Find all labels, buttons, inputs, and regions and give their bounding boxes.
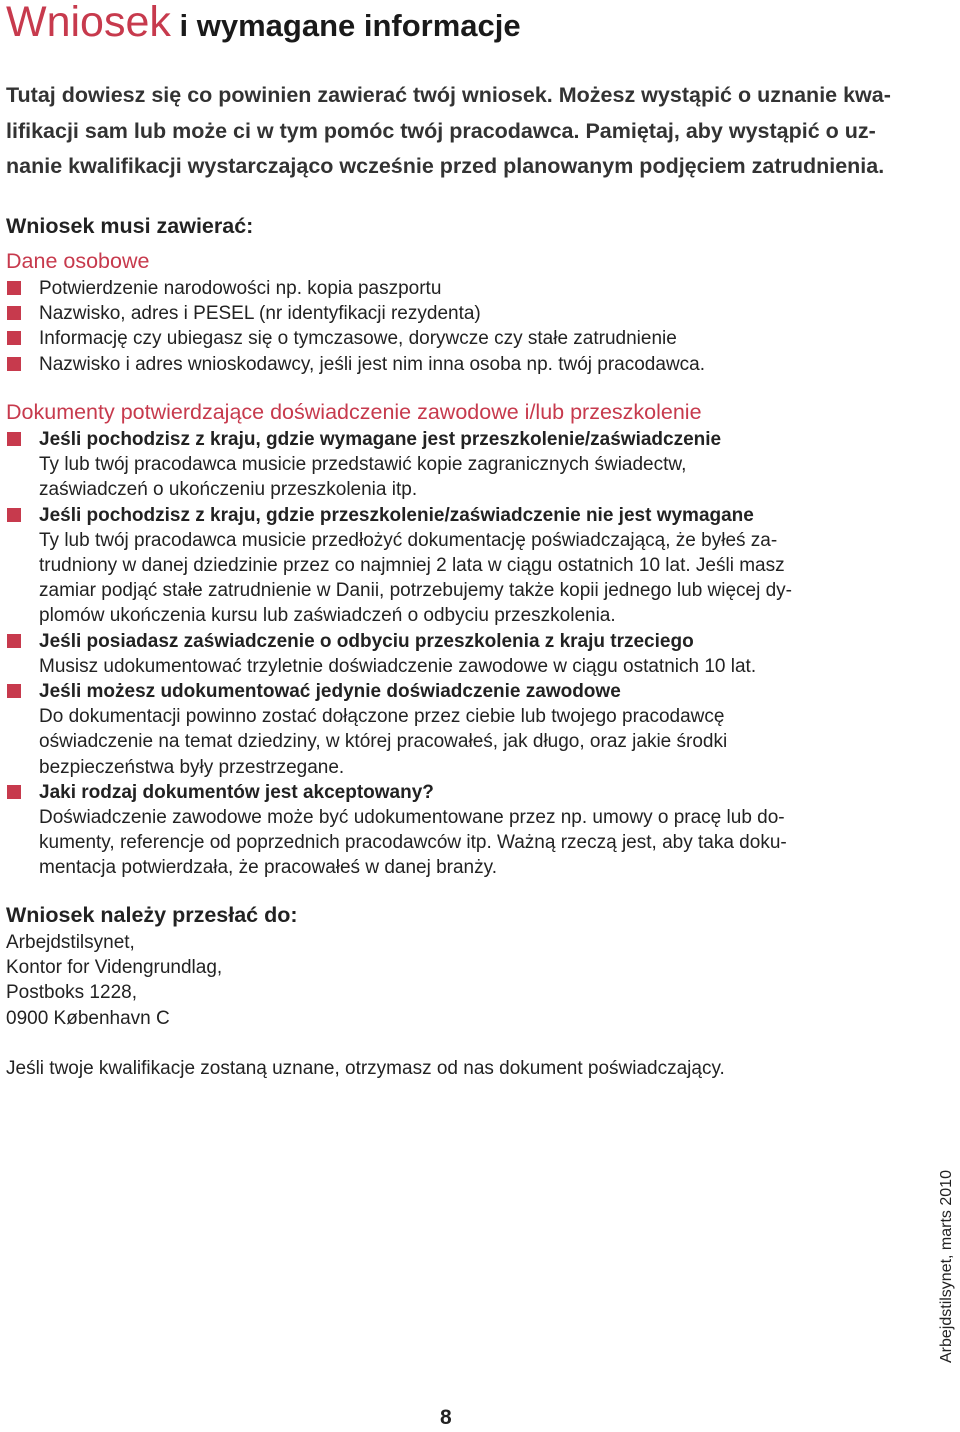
bullet-square-icon [7, 785, 21, 799]
list-item [6, 301, 705, 326]
item-line: Ty lub twój pracodawca musicie przedłożyć dokumentację poświadczającą, że byłeś za- [39, 529, 778, 551]
item-heading: Jaki rodzaj dokumentów jest akceptowany? [39, 781, 434, 803]
item-line: Doświadczenie zawodowe może być udokumentowane przez np. umowy o pracę lub do- [39, 807, 785, 829]
list-item [6, 352, 705, 377]
list-item [6, 503, 792, 629]
list-item [6, 629, 792, 679]
intro-line: nanie kwalifikacji wystarczająco wcześnie przed planowanym podjęciem zatrudnienia. [6, 154, 885, 178]
item-line: plomów ukończenia kursu lub zaświadczeń o odbyciu przeszkolenia. [39, 605, 616, 627]
item-line: oświadczenie na temat dziedziny, w której pracowałeś, jak długo, oraz jakie środki [39, 731, 728, 753]
item-line: zaświadczeń o ukończeniu przeszkolenia itp. [39, 479, 418, 501]
personal-data-list [6, 276, 705, 377]
side-caption [936, 1163, 960, 1363]
page-number: 8 [440, 1406, 452, 1429]
bullet-square-icon [7, 432, 21, 446]
address-line: Arbejdstilsynet, [6, 932, 135, 953]
send-to-heading: Wniosek należy przesłać do: [6, 903, 298, 927]
item-line: mentacja potwierdzała, że pracowałeś w danej branży. [39, 857, 497, 879]
list-item-text: Nazwisko, adres i PESEL (nr identyfikacji rezydenta) [39, 303, 481, 325]
list-item [6, 679, 792, 780]
address-line: 0900 København C [6, 1007, 170, 1029]
list-item [6, 427, 792, 503]
bullet-square-icon [7, 357, 21, 371]
title-main: Wniosek [6, 0, 171, 46]
documents-list [6, 427, 792, 881]
closing-text: Jeśli twoje kwalifikacje zostaną uznane, otrzymasz od nas dokument poświadczający. [6, 1058, 725, 1079]
item-line: bezpieczeństwa były przestrzegane. [39, 756, 345, 778]
bullet-square-icon [7, 331, 21, 345]
item-heading: Jeśli pochodzisz z kraju, gdzie przeszkolenie/zaświadczenie nie jest wymagane [39, 504, 754, 526]
bullet-square-icon [7, 508, 21, 522]
title-rest: i wymagane informacje [170, 8, 521, 43]
list-item [6, 326, 705, 351]
address-line: Kontor for Videngrundlag, [6, 957, 223, 979]
intro-line: Tutaj dowiesz się co powinien zawierać twój wniosek. Możesz wystąpić o uznanie kwa- [6, 83, 891, 107]
item-line: Ty lub twój pracodawca musicie przedstawić kopie zagranicznych świadectw, [39, 454, 687, 476]
documents-heading: Dokumenty potwierdzające doświadczenie zawodowe i/lub przeszkolenie [6, 400, 702, 424]
personal-data-heading: Dane osobowe [6, 249, 150, 273]
item-line: trudniony w danej dziedzinie przez co najmniej 2 lata w ciągu ostatnich 10 lat. Jeśli masz [39, 555, 785, 577]
item-heading: Jeśli pochodzisz z kraju, gdzie wymagane jest przeszkolenie/zaświadczenie [39, 429, 722, 450]
item-line: kumenty, referencje od poprzednich pracodawców itp. Ważną rzeczą jest, aby taka doku- [39, 832, 787, 854]
list-item [6, 276, 705, 301]
bullet-square-icon [7, 684, 21, 698]
item-line: zamiar podjąć stałe zatrudnienie w Danii, potrzebujemy także kopii jednego lub więcej dy- [39, 580, 793, 602]
bullet-square-icon [7, 281, 21, 295]
page-title [6, 0, 521, 52]
address-line: Postboks 1228, [6, 982, 137, 1004]
list-item [6, 780, 792, 881]
item-heading: Jeśli możesz udokumentować jedynie doświadczenie zawodowe [39, 681, 621, 703]
item-heading: Jeśli posiadasz zaświadczenie o odbyciu przeszkolenia z kraju trzeciego [39, 630, 694, 652]
intro-paragraph [6, 78, 936, 185]
side-caption-text: Arbejdstilsynet, marts 2010 [938, 1170, 955, 1363]
must-contain-heading: Wniosek musi zawierać: [6, 214, 254, 238]
item-line: Musisz udokumentować trzyletnie doświadczenie zawodowe w ciągu ostatnich 10 lat. [39, 655, 757, 677]
intro-line: lifikacji sam lub może ci w tym pomóc twój pracodawca. Pamiętaj, aby wystąpić o uz- [6, 118, 876, 143]
bullet-square-icon [7, 634, 21, 648]
bullet-square-icon [7, 306, 21, 320]
list-item-text: Potwierdzenie narodowości np. kopia paszportu [39, 278, 442, 299]
item-line: Do dokumentacji powinno zostać dołączone przez ciebie lub twojego pracodawcę [39, 706, 725, 728]
list-item-text: Informację czy ubiegasz się o tymczasowe, dorywcze czy stałe zatrudnienie [39, 328, 677, 350]
list-item-text: Nazwisko i adres wnioskodawcy, jeśli jest nim inna osoba np. twój pracodawca. [39, 353, 706, 375]
address-block [6, 930, 222, 1031]
